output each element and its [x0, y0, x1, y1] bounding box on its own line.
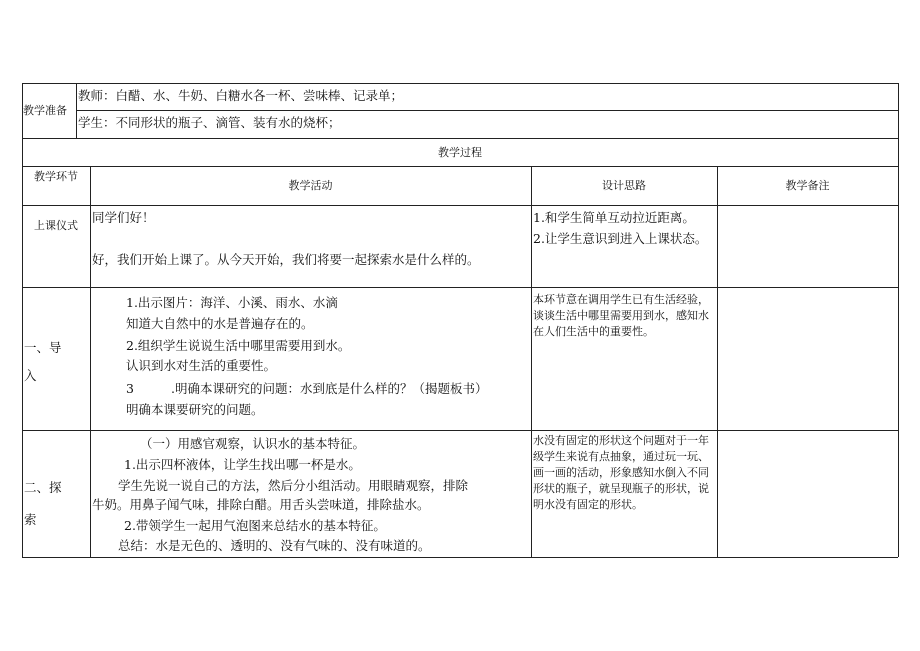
row3-activity-line6: 总结：水是无色的、透明的、没有气味的、没有味道的。 [118, 538, 431, 553]
row3-design: 水没有固定的形状这个问题对于一年级学生来说有点抽象，通过玩一玩、画一画的活动，形象感知水倒入不同形状的瓶子，就呈现瓶子的形状，说明水没有固定的形状。 [533, 434, 709, 511]
row3-activity-line2: 1.出示四杯液体，让学生找出哪一杯是水。 [124, 457, 361, 472]
prep-student: 学生：不同形状的瓶子、滴管、装有水的烧杯； [78, 115, 341, 130]
row1-design-line1: 1.和学生简单互动拉近距离。 [533, 210, 695, 225]
rule-row2-bottom [22, 430, 898, 431]
rule-process-bottom [22, 166, 898, 167]
rule-right [898, 83, 899, 557]
row2-activity-line4: 认识到水对生活的重要性。 [126, 358, 277, 373]
row3-activity-line4: 牛奶。用鼻子闻气味，排除白醋。用舌头尝味道，排除盐水。 [92, 497, 430, 512]
row2-activity-line2: 知道大自然中的水是普遍存在的。 [126, 316, 314, 331]
row3-activity-line1: （一）用感官观察，认识水的基本特征。 [140, 436, 366, 451]
row3-stage-b: 索 [24, 512, 37, 527]
row2-stage-a: 一、导 [24, 340, 62, 355]
row2-activity-line3: 2.组织学生说说生活中哪里需要用到水。 [126, 338, 351, 353]
row2-activity-line1: 1.出示图片：海洋、小溪、雨水、水滴 [126, 295, 338, 310]
row3-activity-line5: 2.带领学生一起用气泡图来总结水的基本特征。 [124, 518, 386, 533]
row1-design-line2: 2.让学生意识到进入上课状态。 [533, 231, 708, 246]
row2-activity-num3: 3 [126, 381, 134, 396]
header-design: 设计思路 [602, 179, 646, 192]
row1-activity-line1: 同学们好！ [92, 210, 155, 225]
header-stage: 教学环节 [34, 170, 78, 183]
header-activity: 教学活动 [288, 179, 333, 192]
prep-teacher: 教师：白醋、水、牛奶、白糖水各一杯、尝味棒、记录单； [78, 88, 404, 103]
rule-prep-mid [76, 110, 898, 111]
rule-col-stage [90, 166, 91, 557]
row2-activity-line6: 明确本课要研究的问题。 [126, 402, 264, 417]
rule-prep-bottom [22, 138, 898, 139]
prep-label: 教学准备 [23, 104, 67, 117]
row1-stage: 上课仪式 [34, 219, 78, 232]
rule-prep-label [76, 83, 77, 138]
row2-activity-line5: .明确本课研究的问题：水到底是什么样的？（揭题板书） [171, 381, 488, 396]
rule-top [22, 83, 898, 84]
row3-activity-line3: 学生先说一说自己的方法，然后分小组活动。用眼睛观察，排除 [118, 478, 469, 493]
rule-col-design [717, 166, 718, 557]
rule-row1-bottom [22, 287, 898, 288]
row2-design: 本环节意在调用学生已有生活经验，谈谈生活中哪里需要用到水，感知水在人们生活中的重要性。 [533, 293, 709, 338]
rule-row3-bottom [22, 557, 898, 558]
row2-stage-b: 入 [24, 368, 37, 383]
rule-col-activity [531, 166, 532, 557]
row3-stage-a: 二、探 [24, 480, 62, 495]
header-notes: 教学备注 [785, 179, 830, 192]
process-title: 教学过程 [438, 146, 482, 159]
row1-activity-line2: 好，我们开始上课了。从今天开始，我们将要一起探索水是什么样的。 [92, 252, 480, 267]
rule-header-bottom [22, 205, 898, 206]
